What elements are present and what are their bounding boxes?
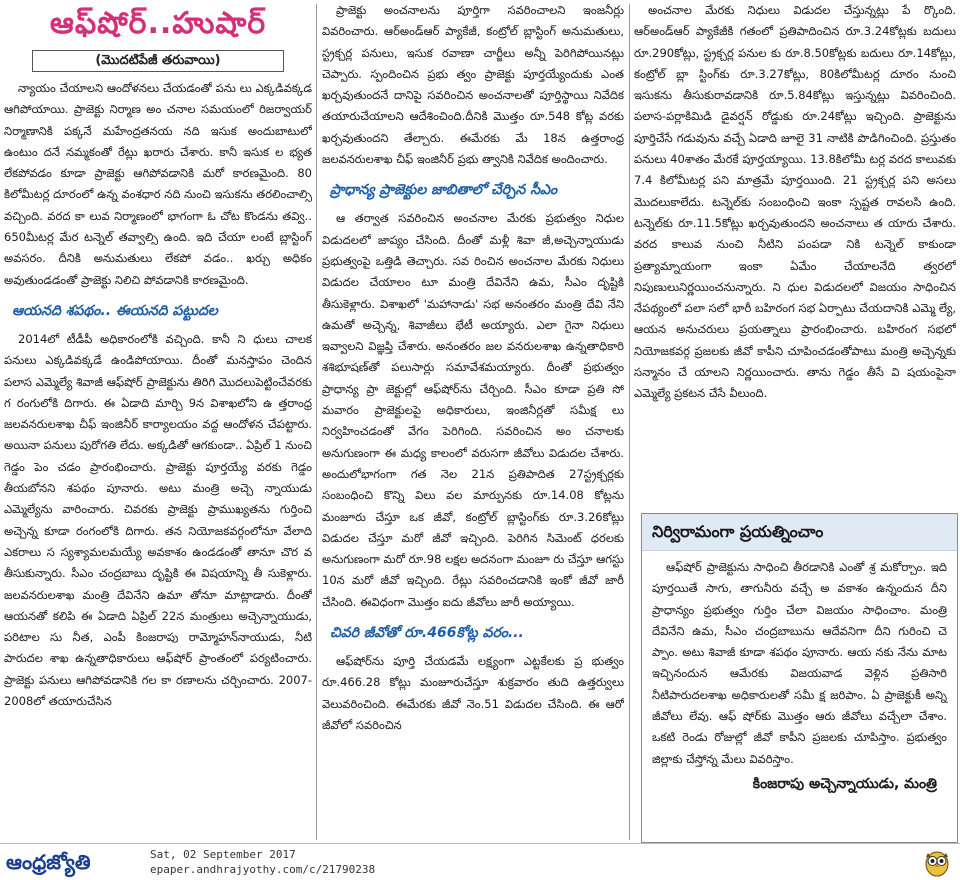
- quote-sidebar-box: [641, 513, 958, 843]
- subheading: చివరి జీవోతో రూ.466కోట్ల వరం...: [330, 625, 524, 642]
- subheading: ప్రాధాన్య ప్రాజెక్టుల జాబితాలో చేర్చిన సీఎం: [330, 182, 558, 199]
- article-paragraph: 2014లో టీడీపీ అధికారంలోకి వచ్చింది. కానీ ని ధులు చాలక పనులు ఎక్కడివక్కడే ఉండిపోయాయి. దీంతో మనస్తాపం చెందిన పలాస ఎమ్మెల్యే శివాజీ ఆఫ్‌షోర్ ప్రాజెక్టును తిరిగి మొదలుపెట్టించేవరకు గ రంగులోకి దిగారు. ఈ ఏడాది మార్చి 9న విశాఖలోని ఉ త్తరాంధ్ర జలవనరులశాఖ చీఫ్ ఇంజినీర్ కార్యాలయం వద్ద ఆందోళన చేపట్టారు. అయినా పనులు పురోగతి లేదు. అక్కడితో ఆగకుండా.. ఏప్రిల్ 1 నుంచి గెడ్డం పెం చడం ప్రారంభించారు. ప్రాజెక్టు పూర్తయ్యే వరకు గెడ్డం తీయబోనని శపథం పూనారు. అటు మంత్రి అచ్చె న్నాయుడు ఎమ్మెల్యేను వారించారు. చివరకు ప్రాజెక్టు ప్రాముఖ్యతను గుర్తించి అచ్చెన్న కూడా రంగంలోకి దిగారు. తన నియోజకవర్గంలోనూ వేలాది ఎకరాలు స స్యశ్యామలమయ్యే అవకాశం ఉండడంతో తానూ చొర వ తీసుకున్నారు. సీఎం చంద్రబాబు దృష్టికి ఈ విషయాన్ని తీ సుకెళ్లారు. జలవనరులశాఖ మంత్రి దేవినేని ఉమా తోనూ మాట్లాడారు. దీంతో ఆయనతో కలిపి ఈ ఏడాది ఏప్రిల్ 22న మంత్రులు అచ్చెన్నాయుడు, పరిటాల సు నీత, ఎంపీ కింజరాపు రామ్మోహన్‌నాయుడు, నీటి పారుదల శాఖ ఉన్నతాధికారులు ఆఫ్‌షోర్ ప్రాంతంలో పర్యటించారు. ప్రాజెక్టు పనులు ఆగిపోవడానికి గల కా రణాలను చర్చించారు. 2007-2008లో తయారుచేసిన: [4, 331, 312, 709]
- sidebar-body: [642, 551, 957, 795]
- sidebar-title: నిర్విరామంగా ప్రయత్నించాం: [642, 514, 957, 551]
- footer-meta: [150, 847, 375, 877]
- continued-from-label: (మొదటిపేజీ తరువాయి): [32, 50, 284, 72]
- publication-date: Sat, 02 September 2017: [150, 848, 296, 861]
- epaper-url[interactable]: epaper.andhrajyothy.com/c/21790238: [150, 863, 376, 876]
- sidebar-signature: కింజరాపు అచ్చెన్నాయుడు, మంత్రి: [752, 775, 937, 792]
- article-paragraph: అంచనాల మేరకు నిధులు విడుదల చేస్తున్నట్లు పే ర్కొంది. ఆర్‌అండ్‌ఆర్ ప్యాకేజీకి గతంలో ప్రతిపాదించిన రూ.3.24కోట్లకు బదులు రూ.290కోట్లు, స్ట్రక్చర్ల పనుల కు రూ.8.50కోట్లకు బదులు రూ.14కోట్లు, కంట్రోల్ బ్లా స్టింగ్‌కు రూ.3.27కోట్లు, 80కిలోమీటర్ల దూరం నుంచి ఇసుకను తీసుకురావడానికి రూ.5.84కోట్లు ఇస్తున్నట్లు వివరించింది. పలాస-పర్లాకిమిడి డైవర్షన్ రోడ్డుకు రూ.24కోట్లు ఇచ్చింది. ప్రాజెక్టును పూర్తిచేసే గడువును వచ్చే ఏడాది జూలై 31 నాటికి పొడిగించింది. ప్రస్తుతం పనులు 40శాతం మేరకే పూర్తయ్యాయి. 13.8కిలోమీ టర్ల వరద కాలువకు 7.4 కిలోమీటర్ల పని మాత్రమే పూర్తయింది. 21 స్ట్రక్చర్ల పని అసలు మొదలుకాలేదు. టన్నెల్‌కు సంబంధించి ఇంకా స్పష్టత రావలసి ఉంది. టన్నెల్‌కు రూ.11.5కోట్లు ఖర్చవుతుందని అంచనాలు త యారు చేశారు. వరద కాలువ నుంచి నీటిని పంపడా నికి టన్నెల్ కాకుండా ప్రత్యామ్నాయంగా ఇంకా ఏమేం చేయాలనేది త్వరలో నిపుణులునిర్ణయించనున్నారు. ని ధుల విడుదలలో విజయం సాధించిన నేపథ్యంలో పలా సలో భారీ బహిరంగ సభ ఏర్పాటు చేయదానికి ఎమ్మె ల్యే, ఆయన అనుచరులు ప్రయత్నాలు ప్రారంభించారు. బహిరంగ సభలో నియోజకవర్గ ప్రజలకు జీవో కాపీని చూపించడంతోపాటు మంత్రి అచ్చెన్నకు సన్మానం చే యాలని నిర్ణయించారు. తాను గెడ్డం తీసే వి షయంపైనా ఎమ్మెల్యే ప్రకటన చేసే వీలుంది.: [634, 3, 956, 401]
- article-column-3: [634, 0, 956, 510]
- column-divider: [629, 4, 630, 840]
- article-column-2: [322, 0, 624, 736]
- sidebar-paragraph: ఆఫ్‌షోర్ ప్రాజెక్టును సాధించి తీరడానికి ఎంతో శ్ర మకోర్చాం. ఇది పూర్తయితే సాగు, తాగునీరు వచ్చే అ వకాశం ఉన్నందున దీని ప్రాధాన్యం ప్రభుత్వం గుర్తిం చేలా విజయం సాధించాం. మంత్రి దేవినేని ఉమ, సీఎం చంద్రబాబును ఆదేవనిగా దీని గురించి చె ప్పాం. అటు శివాజీ కూడా శపథం పూనారు. ఆయ నకు నేను మాట ఇచ్చినందున ఆమేరకు విజయవాడ వెళ్లిన ప్రతిసారి నీటిపారుదలశాఖ అధికారులతో సమీ క్ష జరిపాం. ఏ ప్రాజెక్టుకీ అన్ని జీవోలు లేవు. ఆఫ్‌ షోర్‌కు మొత్తం ఆరు జీవోలు వచ్చేలా చేశాం. ఒకటి రెండు రోజుల్లో జీవో కాపీని ప్రజలకు చూపిస్తాం. ప్రభుత్వం జిల్లాకు చేస్తోన్న మేలు వివరిస్తాం.: [652, 560, 947, 766]
- column-divider: [316, 4, 317, 840]
- owl-icon: [922, 847, 952, 877]
- article-paragraph: ఆఫ్‌షోర్‌ను పూర్తి చేయడమే లక్ష్యంగా ఎట్టకేలకు ప్ర భుత్వం రూ.466.28 కోట్లు మంజూరుచేస్తూ శుక్రవారం తుది ఉత్తర్వులు వెలువరించింది. ఈమేరకు జీవో నెం.51 విడుదల చేసింది. ఈ ఆరో జీవోలో సవరించిన: [322, 654, 624, 732]
- headline: ఆఫ్‌షోర్..హుషార్: [49, 6, 267, 41]
- article-paragraph: ఆ తర్వాత సవరించిన అంచనాల మేరకు ప్రభుత్వం నిధుల విడుదలలో జాప్యం చేసింది. దీంతో మళ్లీ శివా జీ,అచ్చెన్నాయుడు ప్రభుత్వంపై ఒత్తిడి తెచ్చారు. సవ రించిన అంచనాల మేరకు నిధులు విడుదల చేయాలం టూ మంత్రి దేవినేని ఉమ, సీఎం దృష్టికి తీసుకెళ్లారు. విశాఖలో 'మహానాడు' సభ అనంతరం మంత్రి దేవి నేని ఉమతో అచ్చెన్న, శివాజీలు భేటీ అయ్యారు. ఎలా గైనా నిధులు ఇవ్వాలని విజ్ఞప్తి చేశారు. అనంతరం జల వనరులశాఖ ఉన్నతాధికారి శశిభూషణ్‌తో పలుసార్లు సమావేశమయ్యారు. దీంతో ప్రభుత్వం ప్రాధాన్య ప్రా జెక్టుల్లో ఆఫ్‌షోర్‌ను చేర్చింది. సీఎం కూడా ప్రతి సో మవారం ప్రాజెక్టులపై అధికారులు, ఇంజినీర్లతో సమీక్ష లు నిర్వహించడంతో వేగం పెరిగింది. సవరించిన అం చనాలకు అనుగుణంగా ఈ మధ్య కాలంలో వరుసగా జీవోలు విడుదల చేశారు. అందులోభాగంగా గత నెల 21న ప్రతిపాదిత 27స్ట్రక్చర్లకు సంబంధించి కొన్ని విలు వల మార్పునకు రూ.14.08 కోట్లను మంజూరు చేస్తూ ఒక జీవో, కంట్రోల్ బ్లాస్టింగ్‌కు రూ.3.26కోట్లు విడుదల చేస్తూ మరో జీవో ఇచ్చింది. పెరిగిన సిమెంట్ ధరలకు అనుగుణంగా మరో రూ.98 లక్షల అదనంగా మంజూ రు చేస్తూ ఆగస్టు 10న మరో జీవో ఇచ్చింది. రేట్లు సవరించడానికి ఇంకో జీవో జారీ చేసింది. ఈవిధంగా మొత్తం ఐదు జీవోలు జారీ అయ్యాయి.: [322, 211, 624, 609]
- article-paragraph: ప్రాజెక్టు అంచనాలను పూర్తిగా సవరించాలని ఇంజనీర్లు వివరించారు. ఆర్‌అండ్‌ఆర్ ప్యాకేజీ, కంట్రోల్ బ్లాస్టింగ్ అనుమతులు, స్ట్రక్చర్ల పనులు, ఇసుక రవాణా చార్జీలు అన్నీ పెరిగిపోయినట్లు చెప్పారు. స్పందించిన ప్రభు త్వం ప్రాజెక్టు పూర్తయ్యేందుకు ఎంత ఖర్చవుతుందనే దానిపై సవరించిన అంచనాలతో పూర్తిస్థాయి నివేదిక తయారుచేయాలని ఆదేశించింది.దీనికి మొత్తం రూ.548 కోట్ల వరకు ఖర్చవుతుందని తేల్చారు. ఈమేరకు మే 18న ఉత్తరాంధ్ర జలవనరులశాఖ చీఫ్ ఇంజినీర్ ప్రభు త్వానికి నివేదిక అందించారు.: [322, 3, 624, 167]
- article-paragraph: న్యాయం చేయాలని ఆందోళనలు చేయడంతో పను లు ఎక్కడివక్కడ ఆగిపోయాయి. ప్రాజెక్టు నిర్మాణ అం చనాల సమయంలో రిజర్వాయర్ నిర్మాణానికి పక్కనే మహేంద్రతనయ నది ఇసుక అందుబాటులో ఉంటుం దనే నమ్మకంతో రేట్లు ఖరారు చేశారు. కానీ ఇసుక ల భ్యత లేకపోవడం కూడా ప్రాజెక్టు ఆగిపోవడానికి మరో కారణమైంది. 80 కిలోమీటర్ల దూరంలో ఉన్న వంశధార నది నుంచి ఇసుకను తరలించాల్సి వచ్చింది. వరద కా లువ నిర్మాణంలో భాగంగా ఓ చోట కొండను తవ్వి.. 650మీటర్ల మేర టన్నెల్ తవ్వాల్సి ఉంది. ఇది చేయా లంటే బ్లాస్టింగ్ అవసరం. దీనికి అనుమతులు లేకపో వడం.. ఖర్చు అధికం అవుతుండడంతో ప్రాజెక్టు నిలిచి పోవడానికి కారణమైంది.: [4, 81, 312, 287]
- subheading: ఆయనది శపథం.. ఈయనది పట్టుదల: [12, 302, 218, 319]
- newspaper-logo: ఆంధ్రజ్యోతి: [6, 850, 91, 874]
- footer-bar: [0, 843, 960, 880]
- article-column-1: [4, 0, 312, 712]
